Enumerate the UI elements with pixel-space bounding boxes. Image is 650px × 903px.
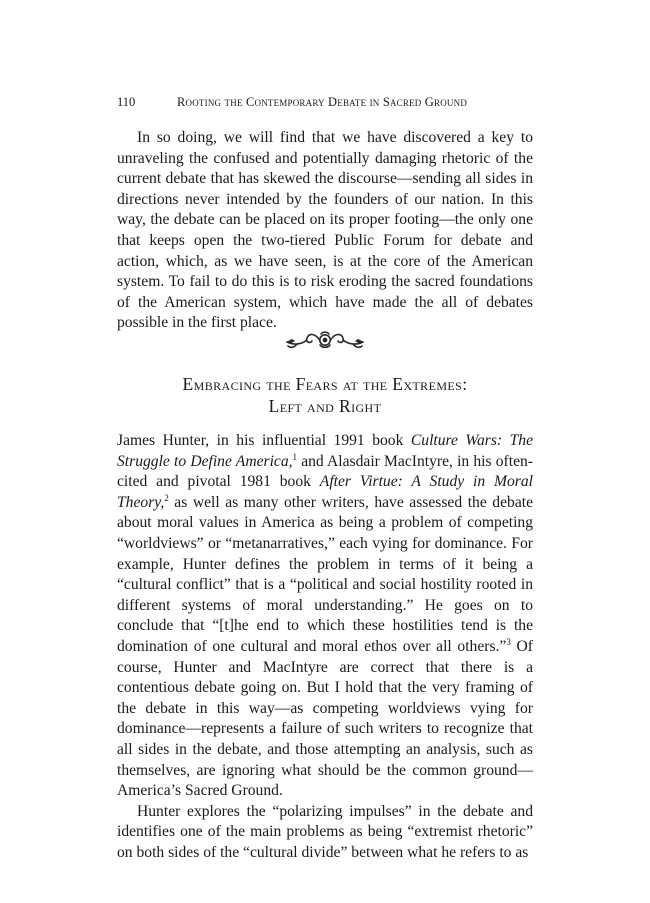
footnote-marker: 2 (164, 492, 169, 503)
book-title-culture-wars: Culture Wars: The Struggle to Define America, (117, 432, 533, 470)
paragraph-text: Of course, Hunter and MacIntyre are correct that there is a contentious debate going on. But I hold that the very framing of the debate in this way—as competing worldviews vying for dominance—represents a failure of such writers to recognize that all sides in the debate, and those attempting an analysis, such as themselves, are ignoring what should be the common ground—America’s Sacred Ground. (117, 637, 533, 800)
paragraph-text: James Hunter, in his influential 1991 book (117, 432, 411, 449)
paragraph-text: as well as many other writers, have assessed the debate about moral values in America as being a problem of competing “worldviews” or “metanarratives,” each vying for dominance. For example, Hunter defines the problem in terms of it being a “cultural conflict” that is a “political and social hostility rooted in different systems of moral understanding.” He goes on to conclude that “[t]he end to which these hostilities tend is the domination of one cultural and moral ethos over all others.” (117, 493, 533, 655)
book-title-after-virtue: After Virtue: A Study in Moral Theory, (117, 473, 533, 511)
section-heading (117, 373, 533, 417)
intro-paragraph: In so doing, we will find that we have discovered a key to unraveling the confused and potentially damaging rhetoric of the current debate that has skewed the discourse—sending all sides in directions never intended by the founders of our nation. In this way, the debate can be placed on its proper footing—the only one that keeps open the two-tiered Public Forum for debate and action, which, as we have seen, is at the core of the American system. To fail to do this is to risk eroding the sacred foundations of the American system, which have made the all of debates possible in the first place. (117, 129, 533, 332)
running-head-title: Rooting the Contemporary Debate in Sacred Ground (177, 95, 468, 109)
body-text-block (117, 431, 533, 863)
intro-text-block (117, 128, 533, 334)
body-paragraph-2: Hunter explores the “polarizing impulses” in the debate and identifies one of the main problems as being “extremist rhetoric” on both sides of the “cultural divide” between what he refers to as (117, 802, 533, 861)
section-heading-line-1: Embracing the Fears at the Extremes: (182, 374, 468, 394)
body-paragraph-1 (117, 431, 533, 802)
running-head (117, 93, 537, 111)
footnote-marker: 1 (292, 451, 298, 462)
page-number: 110 (117, 95, 136, 109)
paragraph-text: and Alasdair MacIntyre, in his often-cited and pivotal 1981 book (117, 452, 533, 491)
decorative-scroll-ornament-icon (283, 329, 367, 351)
section-heading-line-2: Left and Right (268, 396, 382, 416)
footnote-marker: 3 (506, 636, 511, 647)
